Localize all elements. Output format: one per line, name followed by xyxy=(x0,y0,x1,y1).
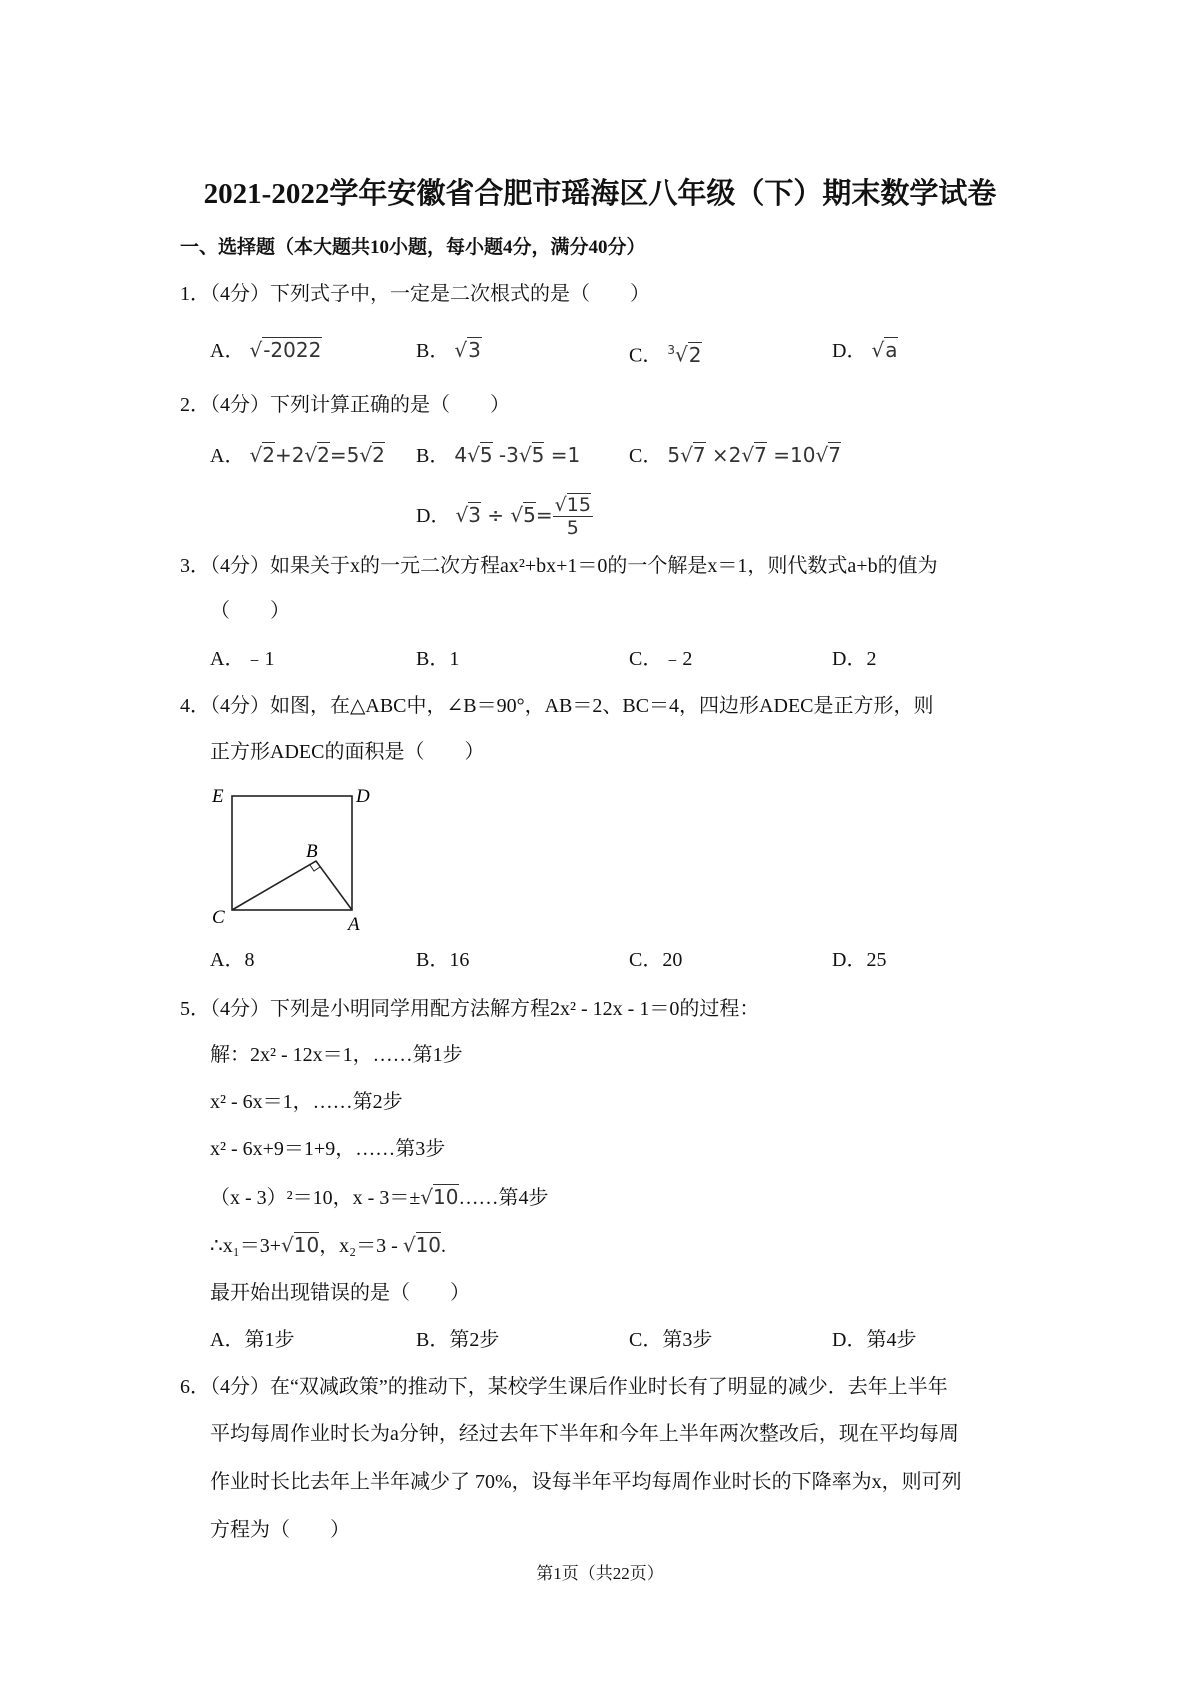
term: = xyxy=(535,503,553,527)
option-label: B． xyxy=(416,445,450,467)
page-footer: 第1页（共22页） xyxy=(536,1564,664,1583)
expr: 4√5 -3√5 =1 xyxy=(454,443,581,467)
q5-option-a: A．第1步 xyxy=(210,1329,295,1351)
expr: √2+2√2=5√2 xyxy=(249,443,385,467)
option-label: D． xyxy=(416,505,451,527)
q5-option-b: B．第2步 xyxy=(416,1329,500,1351)
radicand: -2022 xyxy=(263,338,322,362)
radicand: 3 xyxy=(468,338,481,362)
root-index: 3 xyxy=(667,343,675,357)
sqrt-expr: √-2022 xyxy=(249,338,322,362)
q4-option-a: A．8 xyxy=(210,949,255,971)
radicand: a xyxy=(885,338,898,362)
radicand: 2 xyxy=(372,443,385,467)
option-label: C． xyxy=(629,344,663,367)
q1-option-d xyxy=(832,337,898,364)
radicand: 7 xyxy=(754,443,767,467)
step-4: （x - 3）²＝10，x - 3＝±√10……第4步 xyxy=(210,1185,549,1209)
step-3: x² - 6x+9＝1+9，……第3步 xyxy=(210,1138,446,1160)
right-angle-mark xyxy=(310,865,320,871)
label-a: A xyxy=(348,914,360,935)
question-6-line1: 6．（4分）在“双减政策”的推动下，某校学生课后作业时长有了明显的减少．去年上半年 xyxy=(180,1376,948,1398)
text: ∴x₁＝3+ xyxy=(210,1235,281,1257)
text: . xyxy=(441,1235,447,1257)
text: ……第4步 xyxy=(458,1187,549,1209)
question-3-line1: 3．（4分）如果关于x的一元二次方程ax²+bx+1＝0的一个解是x＝1，则代数式a+b的值为 xyxy=(180,555,938,577)
radicand: 3 xyxy=(468,503,481,527)
q2-option-a xyxy=(210,442,385,469)
question-6-line2: 平均每周作业时长为a分钟，经过去年下半年和今年上半年两次整改后，现在平均每周 xyxy=(210,1423,959,1445)
sqrt-expr: √3 xyxy=(454,338,481,362)
radicand: 10 xyxy=(293,1233,320,1257)
radicand: 5 xyxy=(531,443,545,467)
q5-option-c: C．第3步 xyxy=(629,1329,713,1351)
question-6-line4: 方程为（ ） xyxy=(210,1519,350,1541)
label-b: B xyxy=(306,841,318,862)
term: ×2 xyxy=(711,443,742,467)
q1-option-a xyxy=(210,337,322,364)
expr: 5√7 ×2√7 =10√7 xyxy=(667,443,841,467)
question-3-line2: （ ） xyxy=(210,600,290,622)
question-2-stem: 2．（4分）下列计算正确的是（ ） xyxy=(180,394,510,416)
denominator: 5 xyxy=(566,517,579,539)
triangle-abc xyxy=(232,861,352,910)
term: =10 xyxy=(773,443,816,467)
text: ，x₂＝3 - xyxy=(319,1235,403,1257)
term: =5 xyxy=(329,443,360,467)
option-label: B． xyxy=(416,340,450,362)
question-6-line3: 作业时长比去年上半年减少了 70%，设每半年平均每周作业时长的下降率为x，则可列 xyxy=(210,1471,962,1493)
radicand: 10 xyxy=(415,1233,442,1257)
solution-line: ∴x₁＝3+√10，x₂＝3 - √10. xyxy=(210,1233,447,1257)
radicand: 7 xyxy=(692,443,706,467)
q2-option-b xyxy=(416,442,580,469)
radicand: 5 xyxy=(523,503,536,527)
q2-option-d xyxy=(416,494,593,539)
cube-root-expr: $^3$√2 xyxy=(667,342,702,367)
q4-option-c: C．20 xyxy=(629,949,683,971)
sqrt-expr: √a xyxy=(871,338,898,362)
numerator-radicand: 15 xyxy=(566,494,591,516)
q5-option-d: D．第4步 xyxy=(832,1329,917,1351)
question-5-stem: 5．（4分）下列是小明同学用配方法解方程2x² - 12x - 1＝0的过程： xyxy=(180,998,760,1020)
geometry-figure xyxy=(200,775,390,950)
radicand: 2 xyxy=(688,342,702,367)
term: -3 xyxy=(498,443,519,467)
term: 5 xyxy=(667,443,681,467)
step-2: x² - 6x＝1，……第2步 xyxy=(210,1091,403,1113)
q3-option-a: A．﹣1 xyxy=(210,648,275,670)
question-5-ask: 最开始出现错误的是（ ） xyxy=(210,1282,470,1304)
option-label: A． xyxy=(210,340,245,362)
question-4-line2: 正方形ADEC的面积是（ ） xyxy=(210,741,485,763)
q4-option-d: D．25 xyxy=(832,949,887,971)
label-c: C xyxy=(212,907,225,928)
radicand: 5 xyxy=(479,443,493,467)
page-title: 2021-2022学年安徽省合肥市瑶海区八年级（下）期末数学试卷 xyxy=(203,178,997,210)
q2-option-c xyxy=(629,442,841,469)
term: =1 xyxy=(550,443,581,467)
option-label: A． xyxy=(210,445,245,467)
term: ÷ xyxy=(487,503,505,527)
q3-option-b: B．1 xyxy=(416,648,460,670)
term: 4 xyxy=(454,443,468,467)
radicand: 10 xyxy=(433,1185,459,1209)
section-heading: 一、选择题（本大题共10小题，每小题4分，满分40分） xyxy=(180,237,646,258)
text: （x - 3）²＝10，x - 3＝± xyxy=(210,1187,421,1209)
radicand: 2 xyxy=(262,443,275,467)
q1-option-b xyxy=(416,337,482,364)
radicand: 7 xyxy=(828,443,841,467)
question-1-stem: 1．（4分）下列式子中，一定是二次根式的是（ ） xyxy=(180,283,650,305)
question-4-line1: 4．（4分）如图，在△ABC中，∠B＝90°，AB＝2、BC＝4，四边形ADEC是正方形，则 xyxy=(180,695,934,717)
expr: √3 ÷ √5= $\frac{√15}{5}$ xyxy=(455,494,591,539)
option-label: D． xyxy=(832,340,867,362)
q3-option-c: C．﹣2 xyxy=(629,648,693,670)
q1-option-c xyxy=(629,337,702,369)
term: +2 xyxy=(274,443,305,467)
q4-option-b: B．16 xyxy=(416,949,470,971)
fraction: $\frac{√15}{5}$ xyxy=(554,494,591,539)
option-label: C． xyxy=(629,445,663,467)
label-e: E xyxy=(212,786,224,807)
q3-option-d: D．2 xyxy=(832,648,877,670)
label-d: D xyxy=(356,786,370,807)
square-adec xyxy=(232,796,352,910)
step-1: 解：2x² - 12x＝1，……第1步 xyxy=(210,1044,463,1066)
radicand: 2 xyxy=(317,443,330,467)
